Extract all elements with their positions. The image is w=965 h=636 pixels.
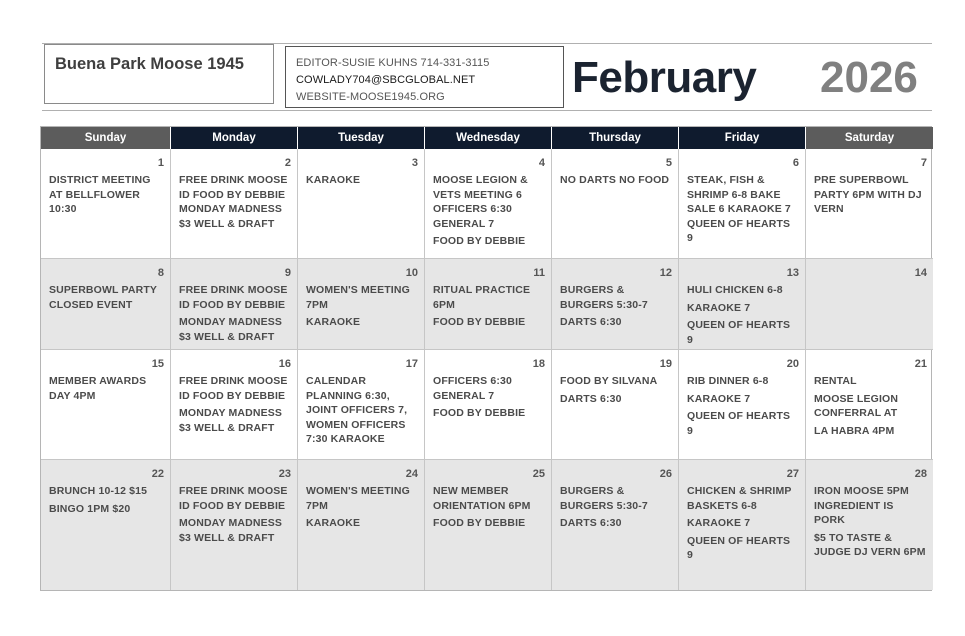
month-title: February xyxy=(572,53,757,102)
day-number: 21 xyxy=(914,358,927,370)
day-header-sunday: Sunday xyxy=(41,127,171,149)
event-text: DISTRICT MEETING AT BELLFLOWER 10:30 xyxy=(49,174,151,215)
day-number: 17 xyxy=(405,358,418,370)
calendar-day-cell xyxy=(425,350,552,460)
event-text: PRE SUPERBOWL PARTY 6PM WITH DJ VERN xyxy=(814,174,922,215)
day-number: 9 xyxy=(284,267,291,279)
calendar-day-cell xyxy=(171,149,298,259)
day-number: 25 xyxy=(532,468,545,480)
event-text: QUEEN OF HEARTS 9 xyxy=(687,410,791,437)
event-text: MOOSE LEGION CONFERRAL AT xyxy=(814,392,899,419)
calendar-day-cell xyxy=(41,149,171,259)
event-text: KARAOKE xyxy=(306,517,361,529)
event-text: FOOD BY DEBBIE xyxy=(433,517,526,529)
event-text: DARTS 6:30 xyxy=(560,392,622,405)
calendar-day-cell xyxy=(679,350,806,460)
day-header-tuesday: Tuesday xyxy=(298,127,425,149)
calendar-day-cell xyxy=(806,259,933,350)
event-text: CHICKEN & SHRIMP BASKETS 6-8 xyxy=(687,485,792,512)
event-text: KARAOKE 7 xyxy=(687,392,751,405)
calendar-day-cell xyxy=(298,259,425,350)
day-number: 28 xyxy=(914,468,927,480)
calendar-day-cell xyxy=(425,259,552,350)
calendar-day-cell xyxy=(552,350,679,460)
calendar-day-cell xyxy=(171,460,298,590)
day-number: 20 xyxy=(786,358,799,370)
event-text: MONDAY MADNESS $3 WELL & DRAFT xyxy=(179,517,283,544)
calendar-day-cell xyxy=(298,350,425,460)
calendar-day-cell xyxy=(679,149,806,259)
event-text: OFFICERS 6:30 GENERAL 7 xyxy=(433,375,512,402)
day-number: 3 xyxy=(411,157,418,169)
bottom-rule xyxy=(42,110,932,111)
event-text: WOMEN'S MEETING 7PM xyxy=(306,485,410,512)
event-text: FREE DRINK MOOSE ID FOOD BY DEBBIE xyxy=(179,485,288,512)
day-header-wednesday: Wednesday xyxy=(425,127,552,149)
event-text: FREE DRINK MOOSE ID FOOD BY DEBBIE xyxy=(179,375,288,402)
event-text: HULI CHICKEN 6-8 xyxy=(687,284,783,296)
website-line: WEBSITE-MOOSE1945.ORG xyxy=(296,91,445,103)
day-number: 19 xyxy=(659,358,672,370)
event-text: MONDAY MADNESS $3 WELL & DRAFT xyxy=(179,316,283,343)
day-number: 24 xyxy=(405,468,418,480)
event-text: RENTAL xyxy=(814,375,857,387)
event-text: SUPERBOWL PARTY CLOSED EVENT xyxy=(49,284,157,311)
event-text: DARTS 6:30 xyxy=(560,316,622,328)
year-title: 2026 xyxy=(820,53,918,102)
day-number: 22 xyxy=(151,468,164,480)
event-text: FREE DRINK MOOSE ID FOOD BY DEBBIE MONDAY MADNESS $3 WELL & DRAFT xyxy=(179,174,288,230)
calendar-day-cell xyxy=(552,460,679,590)
calendar-day-cell xyxy=(171,259,298,350)
day-number: 10 xyxy=(405,267,418,279)
day-number: 27 xyxy=(786,468,799,480)
day-number: 14 xyxy=(914,267,927,279)
event-text: MONDAY MADNESS $3 WELL & DRAFT xyxy=(179,407,283,434)
calendar-day-cell xyxy=(425,149,552,259)
calendar-day-cell xyxy=(806,460,933,590)
editor-line: EDITOR-SUSIE KUHNS 714-331-3115 xyxy=(296,57,490,69)
calendar-day-cell xyxy=(806,149,933,259)
day-number: 16 xyxy=(278,358,291,370)
event-text: NEW MEMBER ORIENTATION 6PM xyxy=(433,485,531,512)
day-header-thursday: Thursday xyxy=(552,127,679,149)
event-text: CALENDAR PLANNING 6:30, JOINT OFFICERS 7, WOMEN OFFICERS 7:30 KARAOKE xyxy=(306,375,408,445)
day-number: 26 xyxy=(659,468,672,480)
event-text: KARAOKE xyxy=(306,174,361,186)
day-number: 7 xyxy=(920,157,927,169)
calendar-day-cell xyxy=(41,460,171,590)
day-number: 4 xyxy=(538,157,545,169)
event-text: BRUNCH 10-12 $15 xyxy=(49,485,148,497)
event-text: FOOD BY DEBBIE xyxy=(433,407,526,419)
event-text: BURGERS & BURGERS 5:30-7 xyxy=(560,485,648,512)
event-text: LA HABRA 4PM xyxy=(814,424,895,437)
event-text: NO DARTS NO FOOD xyxy=(560,174,670,186)
org-name: Buena Park Moose 1945 xyxy=(55,55,244,73)
calendar-day-cell xyxy=(425,460,552,590)
event-text: FOOD BY DEBBIE xyxy=(433,316,526,328)
email-line: COWLADY704@SBCGLOBAL.NET xyxy=(296,74,476,86)
contact-info-box xyxy=(285,46,564,108)
calendar-day-cell xyxy=(806,350,933,460)
event-text: KARAOKE xyxy=(306,316,361,328)
event-text: DARTS 6:30 xyxy=(560,517,622,529)
event-text: MOOSE LEGION & VETS MEETING 6 OFFICERS 6:30 GENERAL 7 xyxy=(433,174,528,230)
event-text: BURGERS & BURGERS 5:30-7 xyxy=(560,284,648,311)
day-number: 23 xyxy=(278,468,291,480)
event-text: RITUAL PRACTICE 6PM xyxy=(433,284,531,311)
calendar-day-cell xyxy=(41,350,171,460)
day-number: 15 xyxy=(151,358,164,370)
day-number: 1 xyxy=(157,157,164,169)
day-number: 8 xyxy=(157,267,164,279)
calendar-day-cell xyxy=(298,149,425,259)
calendar-day-cell xyxy=(552,259,679,350)
event-text: FOOD BY DEBBIE xyxy=(433,235,526,247)
day-header-monday: Monday xyxy=(171,127,298,149)
day-header-saturday: Saturday xyxy=(806,127,933,149)
event-text: IRON MOOSE 5PM INGREDIENT IS PORK xyxy=(814,485,909,526)
day-number: 2 xyxy=(284,157,291,169)
event-text: QUEEN OF HEARTS 9 xyxy=(687,534,791,561)
day-header-friday: Friday xyxy=(679,127,806,149)
calendar-day-cell xyxy=(298,460,425,590)
calendar-grid xyxy=(40,126,932,591)
day-number: 13 xyxy=(786,267,799,279)
event-text: BINGO 1PM $20 xyxy=(49,502,131,515)
event-text: STEAK, FISH & SHRIMP 6-8 BAKE SALE 6 KARAOKE 7 QUEEN OF HEARTS 9 xyxy=(687,174,791,244)
event-text: RIB DINNER 6-8 xyxy=(687,375,769,387)
day-number: 6 xyxy=(792,157,799,169)
event-text: FOOD BY SILVANA xyxy=(560,375,658,387)
event-text: KARAOKE 7 xyxy=(687,517,751,529)
calendar-day-cell xyxy=(679,259,806,350)
day-number: 5 xyxy=(665,157,672,169)
org-name-box xyxy=(44,44,274,104)
calendar-day-cell xyxy=(552,149,679,259)
event-text: WOMEN'S MEETING 7PM xyxy=(306,284,410,311)
event-text: QUEEN OF HEARTS 9 xyxy=(687,319,791,346)
event-text: KARAOKE 7 xyxy=(687,301,751,314)
event-text: $5 TO TASTE & JUDGE DJ VERN 6PM xyxy=(814,531,926,558)
day-number: 12 xyxy=(659,267,672,279)
event-text: MEMBER AWARDS DAY 4PM xyxy=(49,375,147,402)
calendar-day-cell xyxy=(171,350,298,460)
calendar-day-cell xyxy=(41,259,171,350)
day-number: 11 xyxy=(533,267,545,279)
event-text: FREE DRINK MOOSE ID FOOD BY DEBBIE xyxy=(179,284,288,311)
calendar-day-cell xyxy=(679,460,806,590)
day-number: 18 xyxy=(532,358,545,370)
